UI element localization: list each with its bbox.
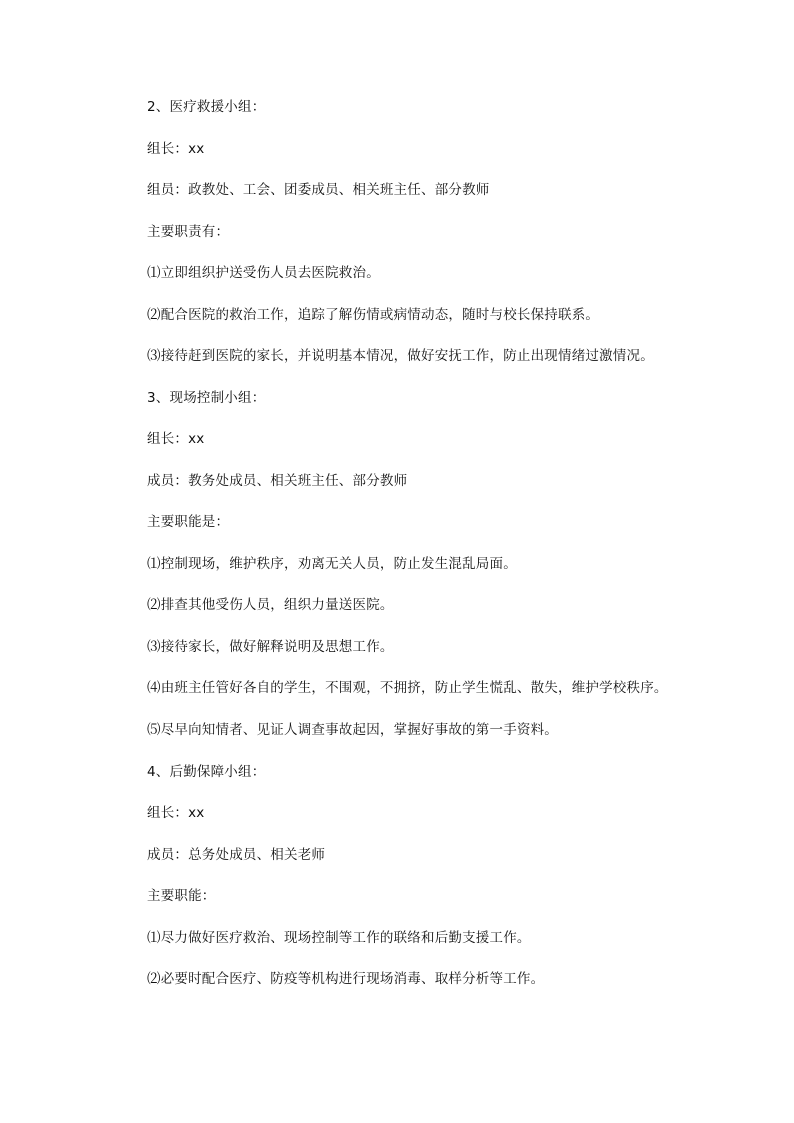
section-heading-logistics: 4、后勤保障小组： (147, 764, 266, 780)
duties-heading: 主要职能是： (147, 514, 230, 530)
duty-item: ⑵排查其他受伤人员，组织力量送医院。 (147, 597, 394, 613)
duties-heading: 主要职能： (147, 888, 216, 904)
duties-heading: 主要职责有： (147, 224, 230, 240)
duty-item: ⑷由班主任管好各自的学生，不围观，不拥挤，防止学生慌乱、散失，维护学校秩序。 (147, 680, 668, 696)
duty-item: ⑶接待赶到医院的家长，并说明基本情况，做好安抚工作，防止出现情绪过激情况。 (147, 348, 654, 364)
members-line: 组员：政教处、工会、团委成员、相关班主任、部分教师 (147, 182, 490, 198)
duty-item: ⑴立即组织护送受伤人员去医院救治。 (147, 265, 380, 281)
section-heading-site-control: 3、现场控制小组： (147, 390, 266, 406)
section-heading-medical-rescue: 2、医疗救援小组： (147, 99, 266, 115)
duty-item: ⑴控制现场，维护秩序，劝离无关人员，防止发生混乱局面。 (147, 556, 517, 572)
members-line: 成员：教务处成员、相关班主任、部分教师 (147, 473, 408, 489)
leader-line: 组长：xx (147, 141, 205, 157)
duty-item: ⑵必要时配合医疗、防疫等机构进行现场消毒、取样分析等工作。 (147, 971, 545, 987)
duty-item: ⑸尽早向知情者、见证人调查事故起因，掌握好事故的第一手资料。 (147, 722, 558, 738)
leader-line: 组长：xx (147, 805, 205, 821)
members-line: 成员：总务处成员、相关老师 (147, 847, 326, 863)
leader-line: 组长：xx (147, 431, 205, 447)
duty-item: ⑵配合医院的救治工作，追踪了解伤情或病情动态，随时与校长保持联系。 (147, 307, 600, 323)
duty-item: ⑶接待家长，做好解释说明及思想工作。 (147, 639, 394, 655)
duty-item: ⑴尽力做好医疗救治、现场控制等工作的联络和后勤支援工作。 (147, 930, 531, 946)
